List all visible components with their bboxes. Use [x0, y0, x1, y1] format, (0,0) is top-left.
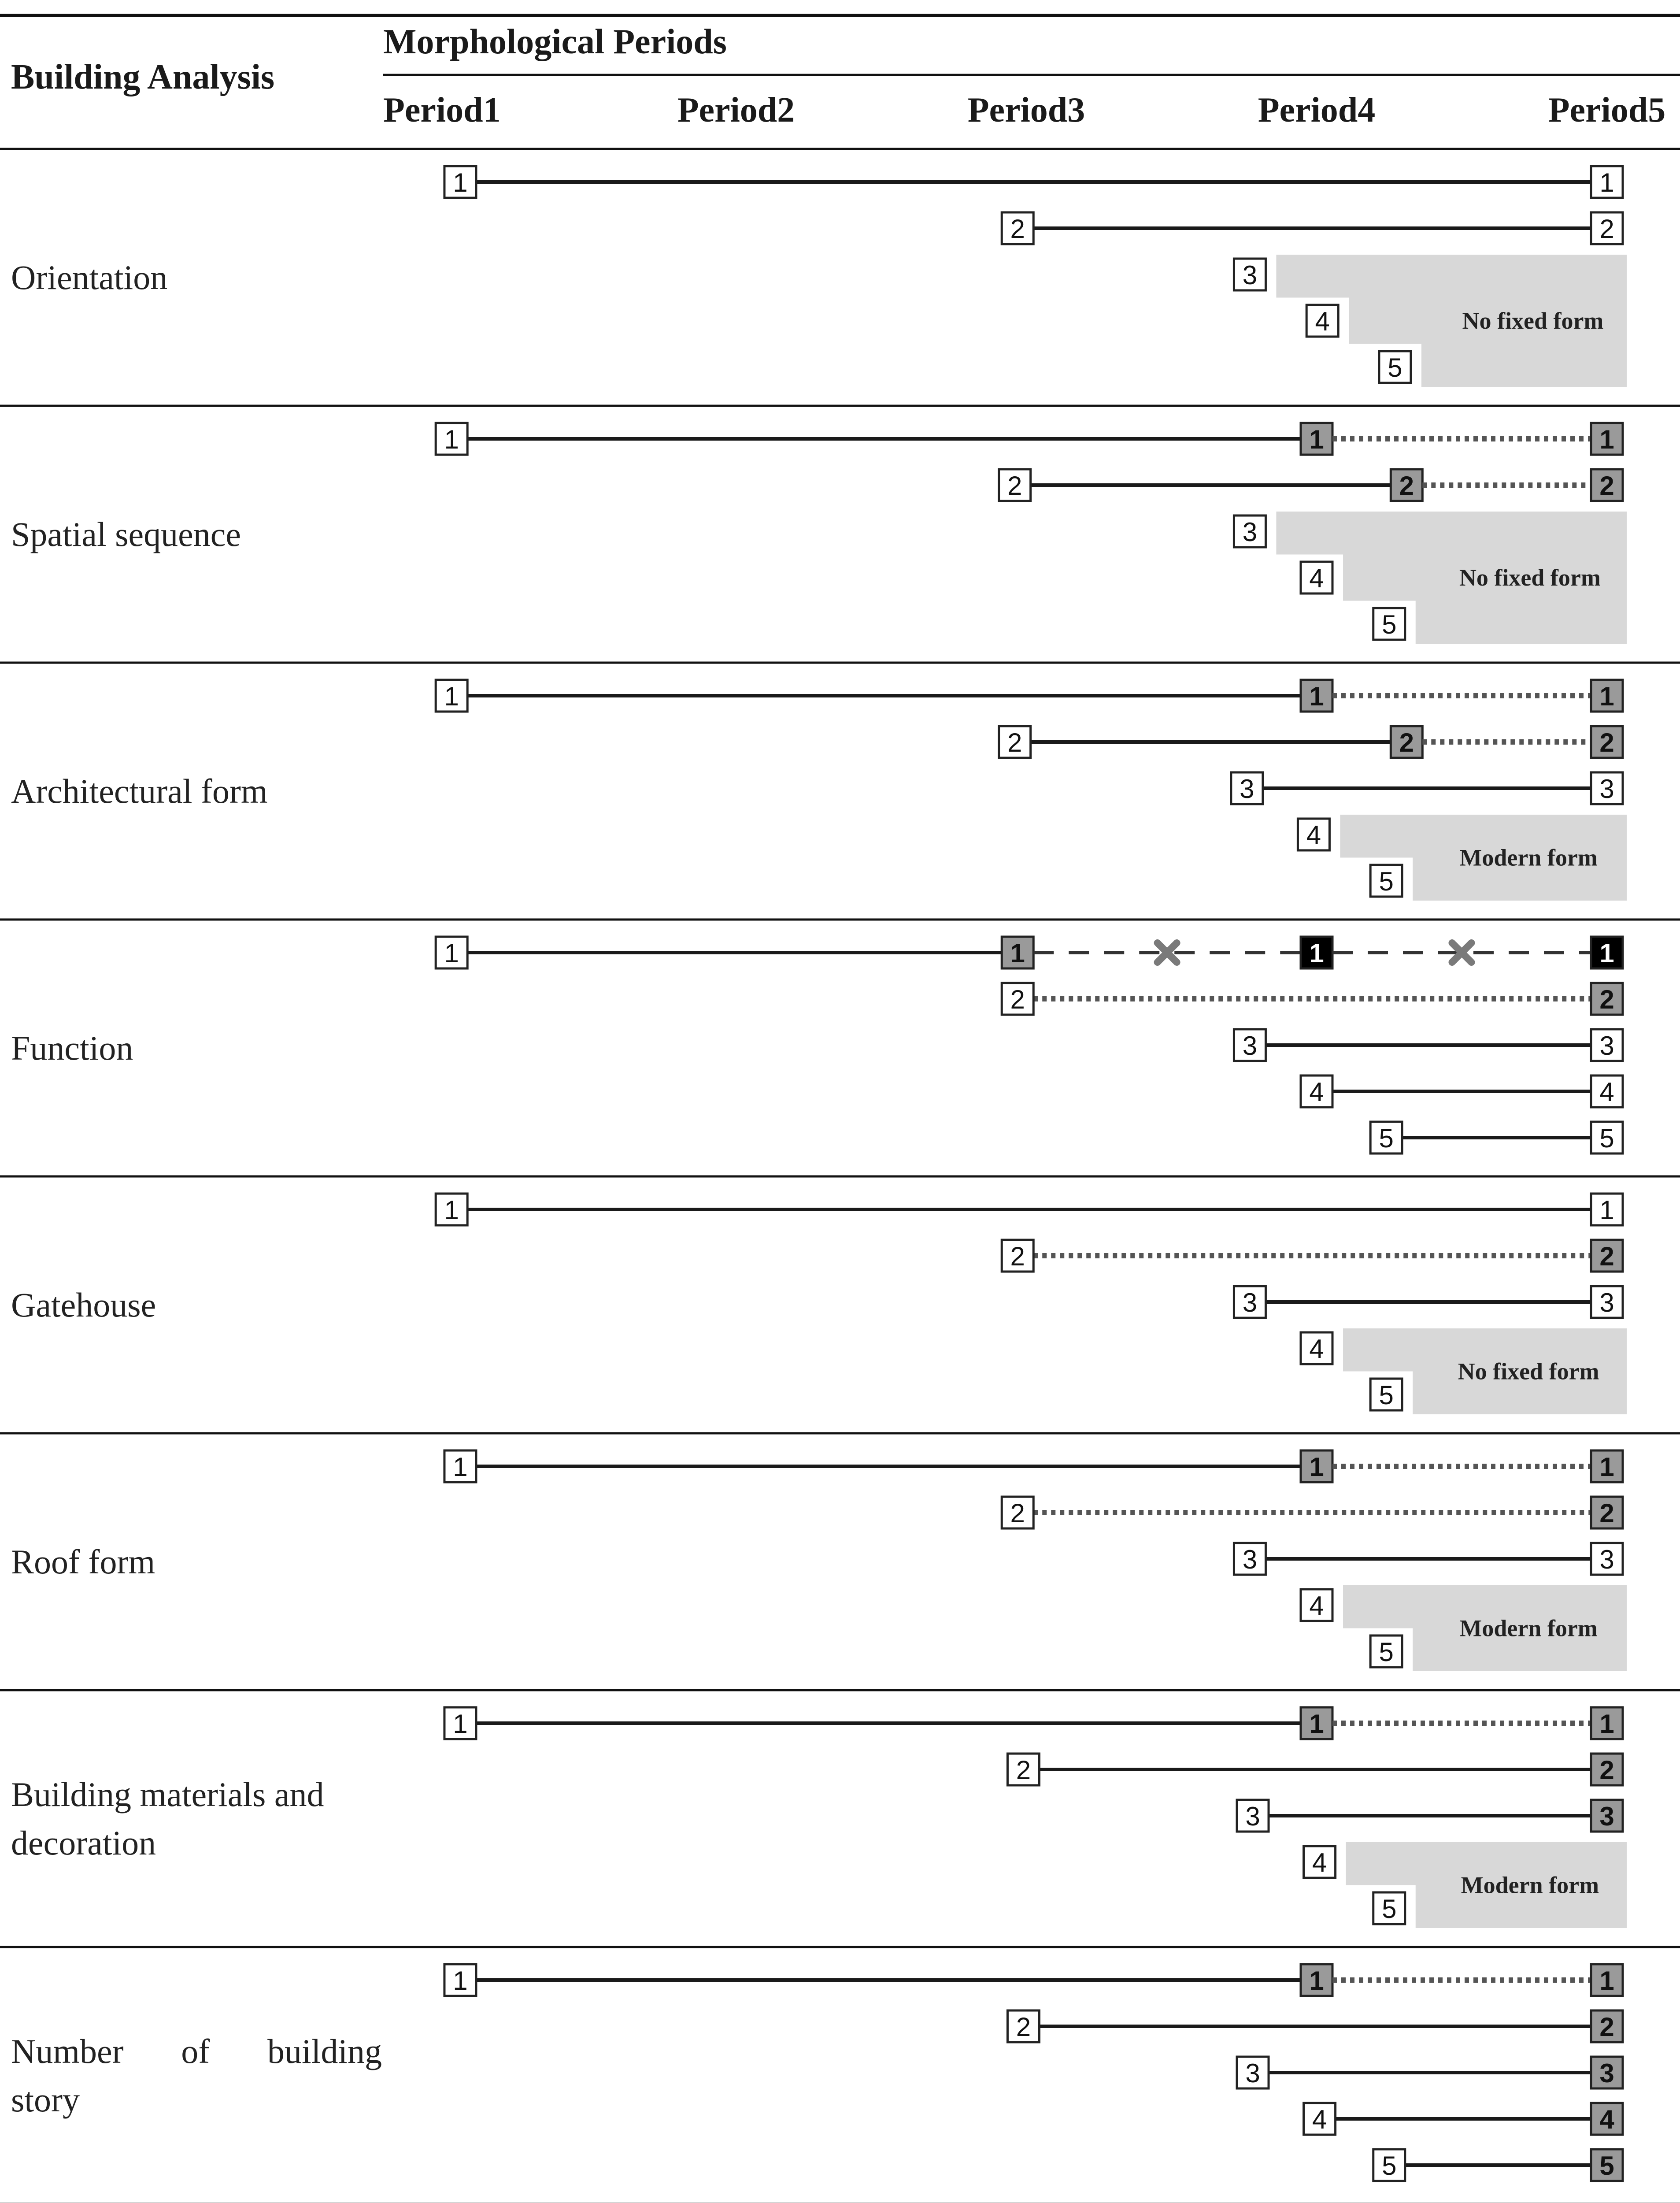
start-box-1 [444, 1450, 476, 1482]
svg-text:1: 1 [453, 1966, 468, 1995]
svg-text:1: 1 [1309, 1966, 1324, 1995]
end-box-3 [1591, 1029, 1623, 1061]
svg-text:2: 2 [1010, 1498, 1025, 1528]
svg-text:3: 3 [1599, 774, 1614, 804]
period-header-2: Period2 [677, 91, 795, 130]
row-label: decoration [11, 1823, 156, 1862]
start-box-3 [1237, 2057, 1269, 2088]
end-box-1 [1591, 166, 1623, 198]
svg-text:2: 2 [1599, 1242, 1614, 1271]
svg-text:2: 2 [1599, 728, 1614, 757]
area-box-5 [1370, 865, 1402, 897]
svg-text:2: 2 [1010, 985, 1025, 1014]
svg-text:5: 5 [1382, 1894, 1397, 1924]
svg-text:5: 5 [1379, 867, 1394, 896]
svg-text:3: 3 [1599, 1545, 1614, 1574]
row-label: Spatial sequence [11, 515, 241, 553]
svg-text:3: 3 [1245, 1802, 1260, 1831]
area-box-4 [1298, 819, 1329, 850]
svg-text:1: 1 [1599, 425, 1614, 454]
svg-text:5: 5 [1599, 2151, 1614, 2181]
end-box-2 [1591, 212, 1623, 244]
svg-text:5: 5 [1388, 353, 1402, 382]
row-label: story [11, 2080, 80, 2119]
svg-text:4: 4 [1599, 1077, 1614, 1107]
mid-box-1 [1301, 680, 1332, 712]
svg-text:4: 4 [1306, 820, 1321, 850]
start-box-2 [1002, 212, 1033, 244]
start-box-3 [1231, 772, 1263, 804]
svg-text:1: 1 [1599, 168, 1614, 197]
area-box-4 [1306, 305, 1338, 337]
area-label: Modern form [1461, 1872, 1599, 1899]
end-box-2 [1591, 2010, 1623, 2042]
svg-text:1: 1 [444, 682, 459, 711]
period-header-4: Period4 [1258, 91, 1376, 130]
row-label: Architectural form [11, 771, 268, 810]
area-box-3 [1234, 516, 1266, 547]
timeline-5 [0, 1433, 1680, 1690]
svg-text:1: 1 [1599, 682, 1614, 711]
mid-box-1 [1301, 1964, 1332, 1996]
mid-box-1 [1002, 937, 1033, 968]
row-label: Number of building [11, 2032, 382, 2070]
row-label: Function [11, 1028, 133, 1067]
svg-text:1: 1 [1599, 1709, 1614, 1739]
end-box-2 [1591, 726, 1623, 758]
end-box-1 [1591, 1964, 1623, 1996]
svg-text:2: 2 [1599, 214, 1614, 244]
area-box-3 [1234, 259, 1266, 290]
svg-text:1: 1 [1309, 938, 1324, 968]
header-morphological-periods: Morphological Periods [383, 22, 727, 61]
timeline-4 [0, 1176, 1680, 1433]
area-box-5 [1370, 1379, 1402, 1410]
svg-text:4: 4 [1315, 307, 1330, 336]
svg-text:4: 4 [1309, 564, 1324, 593]
area-box-4 [1301, 1332, 1332, 1364]
area-box-5 [1373, 608, 1405, 640]
svg-text:3: 3 [1245, 2058, 1260, 2088]
svg-text:1: 1 [453, 168, 468, 197]
end-box-2 [1591, 1754, 1623, 1785]
timeline-7 [0, 1947, 1680, 2203]
svg-text:4: 4 [1309, 1334, 1324, 1364]
start-box-1 [444, 1707, 476, 1739]
area-box-5 [1379, 351, 1411, 383]
row-label: Orientation [11, 258, 168, 297]
svg-text:1: 1 [1599, 1195, 1614, 1225]
svg-text:2: 2 [1007, 471, 1022, 501]
end-box-3 [1591, 2057, 1623, 2088]
svg-text:4: 4 [1309, 1077, 1324, 1107]
row-label: Building materials and [11, 1775, 324, 1814]
end-box-1 [1591, 1707, 1623, 1739]
svg-text:1: 1 [1599, 1452, 1614, 1482]
cross-mark [1158, 943, 1177, 962]
start-box-4 [1304, 2103, 1336, 2135]
header-building-analysis: Building Analysis [11, 58, 275, 96]
svg-text:1: 1 [444, 938, 459, 968]
timeline-3 [0, 920, 1680, 1176]
svg-text:1: 1 [444, 425, 459, 454]
area-box-5 [1370, 1636, 1402, 1667]
area-label: Modern form [1459, 1615, 1598, 1642]
area-box-4 [1304, 1846, 1336, 1878]
start-box-2 [999, 469, 1031, 501]
mid-box-1 [1301, 1450, 1332, 1482]
svg-text:3: 3 [1242, 1288, 1258, 1317]
start-box-1 [444, 1964, 476, 1996]
end-box-1 [1591, 680, 1623, 712]
svg-text:3: 3 [1599, 2058, 1614, 2088]
start-box-2 [1002, 1497, 1033, 1528]
svg-text:1: 1 [1309, 1709, 1324, 1739]
svg-text:3: 3 [1242, 517, 1258, 547]
svg-text:1: 1 [444, 1195, 459, 1225]
end-box-5 [1591, 1122, 1623, 1153]
start-box-5 [1370, 1122, 1402, 1153]
start-box-1 [436, 680, 467, 712]
svg-text:1: 1 [453, 1709, 468, 1739]
svg-text:2: 2 [1016, 2012, 1031, 2042]
mid-box-1 [1301, 1707, 1332, 1739]
timeline-2 [0, 663, 1680, 920]
end-box-2 [1591, 983, 1623, 1015]
svg-text:5: 5 [1599, 1124, 1614, 1153]
svg-text:2: 2 [1399, 728, 1414, 757]
timeline-0 [0, 149, 1680, 406]
end-box-2 [1591, 469, 1623, 501]
end-box-1 [1591, 423, 1623, 455]
end-box-3 [1591, 1286, 1623, 1318]
start-box-2 [1002, 1240, 1033, 1272]
svg-text:1: 1 [1010, 938, 1025, 968]
mid-box-1 [1301, 423, 1332, 455]
svg-text:3: 3 [1242, 1545, 1258, 1574]
mid-box-1 [1301, 937, 1332, 968]
start-box-1 [436, 423, 467, 455]
svg-text:5: 5 [1379, 1380, 1394, 1410]
svg-text:3: 3 [1242, 1031, 1258, 1061]
svg-text:2: 2 [1010, 1242, 1025, 1271]
row-label: Gatehouse [11, 1285, 156, 1324]
area-box-4 [1301, 562, 1332, 593]
start-box-4 [1301, 1076, 1332, 1107]
svg-text:2: 2 [1007, 728, 1022, 757]
svg-text:2: 2 [1599, 1498, 1614, 1528]
end-box-1 [1591, 937, 1623, 968]
end-box-5 [1591, 2149, 1623, 2181]
start-box-2 [1007, 2010, 1039, 2042]
end-box-4 [1591, 2103, 1623, 2135]
svg-text:3: 3 [1242, 260, 1258, 290]
start-box-3 [1234, 1029, 1266, 1061]
svg-text:1: 1 [1309, 425, 1324, 454]
start-box-3 [1234, 1543, 1266, 1575]
svg-text:2: 2 [1599, 1755, 1614, 1785]
row-label: Roof form [11, 1542, 155, 1581]
svg-text:4: 4 [1309, 1591, 1324, 1621]
mid-box-2 [1391, 469, 1422, 501]
period-header-5: Period5 [1548, 91, 1666, 130]
start-box-3 [1237, 1800, 1269, 1832]
svg-text:3: 3 [1599, 1802, 1614, 1831]
end-box-1 [1591, 1450, 1623, 1482]
svg-text:5: 5 [1379, 1637, 1394, 1667]
area-box-5 [1373, 1892, 1405, 1924]
svg-text:2: 2 [1599, 2012, 1614, 2042]
area-box-4 [1301, 1589, 1332, 1621]
period-header-3: Period3 [967, 91, 1085, 130]
end-box-2 [1591, 1240, 1623, 1272]
end-box-3 [1591, 1800, 1623, 1832]
end-box-2 [1591, 1497, 1623, 1528]
svg-text:5: 5 [1379, 1124, 1394, 1153]
end-box-3 [1591, 1543, 1623, 1575]
svg-text:5: 5 [1382, 610, 1397, 639]
start-box-2 [1007, 1754, 1039, 1785]
area-label: No fixed form [1459, 564, 1601, 591]
period-header-1: Period1 [383, 91, 501, 130]
svg-text:3: 3 [1599, 1031, 1614, 1061]
start-box-2 [999, 726, 1031, 758]
mid-box-2 [1391, 726, 1422, 758]
svg-text:5: 5 [1382, 2151, 1397, 2181]
timeline-1 [0, 406, 1680, 663]
end-box-3 [1591, 772, 1623, 804]
svg-text:1: 1 [453, 1452, 468, 1482]
svg-text:1: 1 [1309, 1452, 1324, 1482]
svg-text:2: 2 [1399, 471, 1414, 501]
svg-text:1: 1 [1599, 1966, 1614, 1995]
svg-text:4: 4 [1312, 1848, 1327, 1877]
end-box-1 [1591, 1194, 1623, 1225]
svg-text:2: 2 [1599, 985, 1614, 1014]
start-box-1 [444, 166, 476, 198]
svg-text:1: 1 [1599, 938, 1614, 968]
svg-text:1: 1 [1309, 682, 1324, 711]
svg-text:3: 3 [1240, 774, 1254, 804]
svg-text:2: 2 [1010, 214, 1025, 244]
start-box-1 [436, 937, 467, 968]
svg-text:2: 2 [1016, 1755, 1031, 1785]
svg-text:3: 3 [1599, 1288, 1614, 1317]
svg-text:4: 4 [1312, 2105, 1327, 2134]
area-label: Modern form [1459, 844, 1598, 871]
area-label: No fixed form [1458, 1358, 1599, 1385]
start-box-1 [436, 1194, 467, 1225]
start-box-5 [1373, 2149, 1405, 2181]
svg-text:4: 4 [1599, 2105, 1614, 2134]
start-box-2 [1002, 983, 1033, 1015]
area-label: No fixed form [1462, 308, 1604, 334]
timeline-6 [0, 1690, 1680, 1947]
svg-text:2: 2 [1599, 471, 1614, 501]
start-box-3 [1234, 1286, 1266, 1318]
end-box-4 [1591, 1076, 1623, 1107]
